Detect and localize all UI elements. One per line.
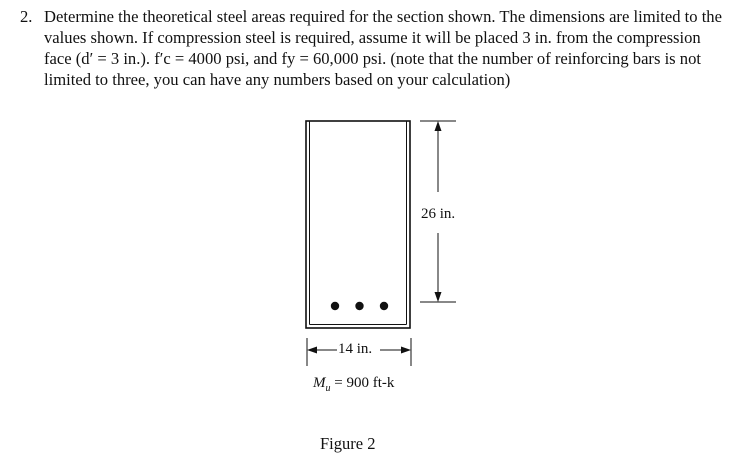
beam-outer-outline [306, 121, 410, 328]
problem-number: 2. [20, 7, 33, 26]
width-dim-right-arrow [401, 347, 411, 354]
reinforcing-bar [380, 302, 388, 310]
moment-symbol: M [313, 375, 326, 391]
reinforcing-bar [331, 302, 339, 310]
factored-moment-label [313, 375, 394, 394]
problem-text: Determine the theoretical steel areas required for the section shown. The dimensions are limited to the values shown. If compression steel is required, assume it will be placed 3 in. from the compression face (d′ = 3 in.). f′c = 4000 psi, and fy = 60,000 psi. (note that the number of reinforcing bars is not limited to three, you can have any numbers based on your calculation) [44, 7, 722, 89]
moment-value: = 900 ft-k [330, 375, 395, 391]
reinforcing-bars [331, 302, 388, 310]
height-dimension-label: 26 in. [421, 206, 456, 222]
width-dimension-label: 14 in. [338, 341, 373, 357]
width-dim-left-arrow [307, 347, 317, 354]
height-dim-up-arrow [435, 121, 442, 131]
moment-subscript: u [325, 383, 331, 394]
height-dim-down-arrow [435, 292, 442, 302]
figure-caption: Figure 2 [320, 434, 376, 453]
reinforcing-bar [355, 302, 363, 310]
